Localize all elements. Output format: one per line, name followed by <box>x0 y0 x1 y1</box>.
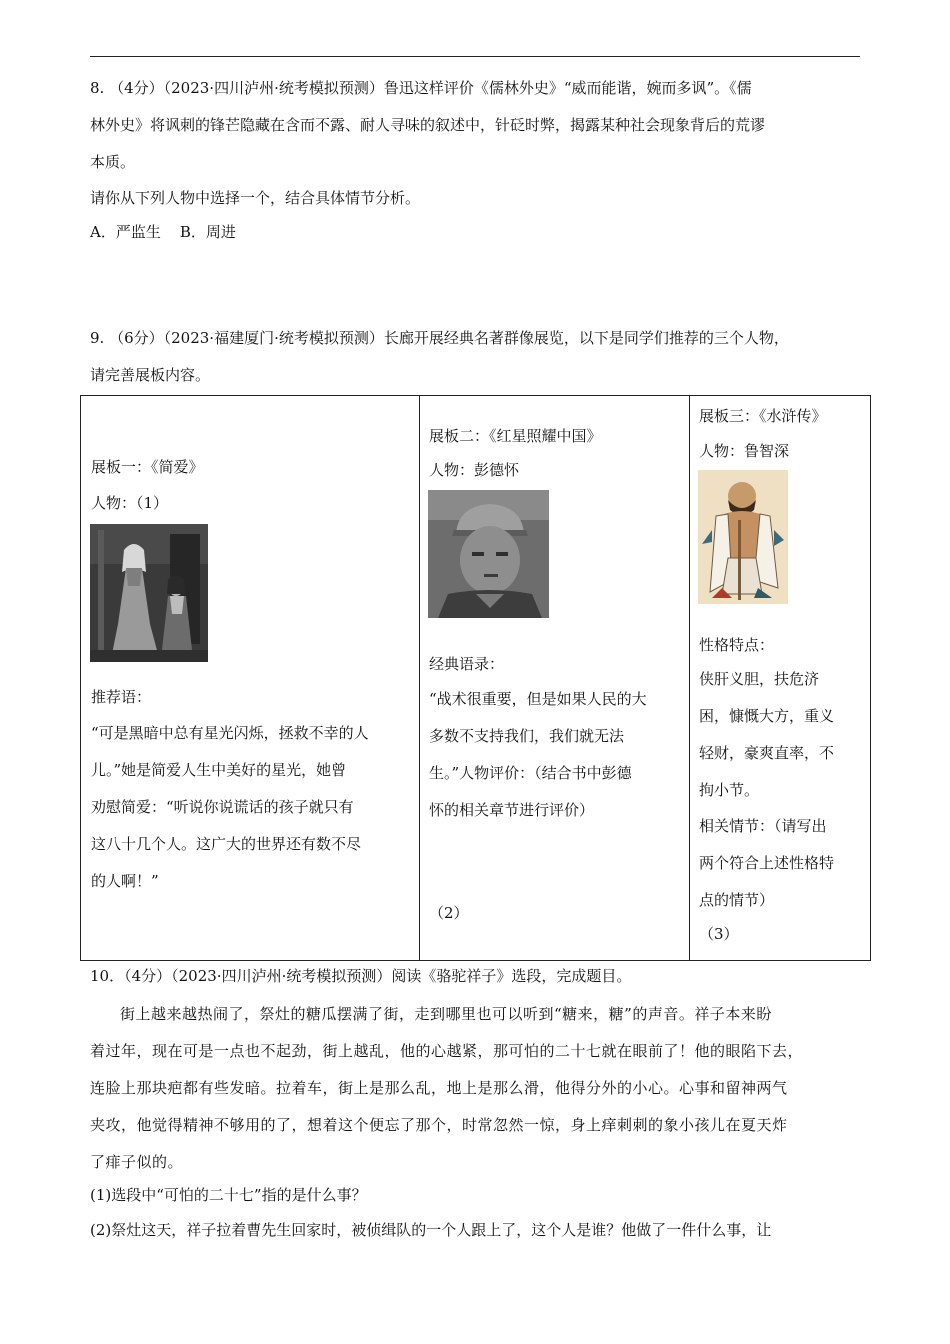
board-1-person: 人物：（1） <box>91 494 169 512</box>
q9-line-2: 请完善展板内容。 <box>90 366 211 384</box>
board-3-person: 人物：鲁智深 <box>699 442 790 460</box>
board-1-title: 展板一：《简爱》 <box>91 458 204 476</box>
exhibition-boards-table <box>80 395 871 961</box>
q9-line-1: 9. （6分）（2023·福建厦门·统考模拟预测）长廊开展经典名著群像展览，以下是同学们推荐的三个人物， <box>90 329 789 347</box>
board-1-recommend-line: 的人啊！” <box>91 872 159 890</box>
board-3-trait-label: 性格特点： <box>699 636 775 654</box>
board-3 <box>690 396 871 961</box>
q8-line-3: 本质。 <box>90 153 136 171</box>
board-2-title: 展板二：《红星照耀中国》 <box>429 427 602 445</box>
q10-passage-line: 夹攻，他觉得精神不够用的了，想着这个便忘了那个，时常忽然一惊，身上痒刺刺的象小孩儿在夏天炸 <box>90 1116 788 1134</box>
board-2-quote-line: 多数不支持我们，我们就无法 <box>429 727 625 745</box>
q10-passage-line: 连脸上那块疤都有些发暗。拉着车，街上是那么乱，地上是那么滑，他得分外的小心。心事和留神两气 <box>90 1079 788 1097</box>
board-1-recommend-line: 这八十几个人。这广大的世界还有数不尽 <box>91 835 362 853</box>
board-1-recommend-line: 劝慰简爱：“听说你说谎话的孩子就只有 <box>91 798 354 816</box>
board-2-quote-label: 经典语录： <box>429 655 505 673</box>
board-3-plot-line: 点的情节） <box>699 891 775 909</box>
board-3-plot-line: 两个符合上述性格特 <box>699 854 835 872</box>
lu-zhishen-illustration <box>698 470 788 604</box>
q10-subquestion-2: (2)祭灶这天，祥子拉着曹先生回家时，被侦缉队的一个人跟上了，这个人是谁？他做了一件什么事，让 <box>90 1221 772 1239</box>
board-2-person: 人物：彭德怀 <box>429 461 520 479</box>
board-3-trait-line: 困，慷慨大方，重义 <box>699 707 835 725</box>
board-3-title: 展板三：《水浒传》 <box>699 407 827 425</box>
q10-subquestion-1: (1)选段中“可怕的二十七”指的是什么事？ <box>90 1186 367 1204</box>
board-3-trait-line: 侠肝义胆，扶危济 <box>699 670 820 688</box>
board-3-plot-line: 相关情节：（请写出 <box>699 817 827 835</box>
board-2-quote-line: “战术很重要，但是如果人民的大 <box>429 690 647 708</box>
q10-passage-line: 了痱子似的。 <box>90 1153 184 1171</box>
board-1-recommend-label: 推荐语： <box>91 688 152 706</box>
header-rule <box>90 56 860 57</box>
q8-line-1: 8. （4分）（2023·四川泸州·统考模拟预测）鲁迅这样评价《儒林外史》“威而能谐，婉而多讽”。《儒 <box>90 79 752 97</box>
board-1-recommend-line: 儿。”她是简爱人生中美好的星光，她曾 <box>91 761 347 779</box>
q10-passage-line: 着过年，现在可是一点也不起劲，街上越乱，他的心越紧，那可怕的二十七就在眼前了！他的眼陷下去， <box>90 1042 804 1060</box>
board-3-trait-line: 轻财，豪爽直率，不 <box>699 744 835 762</box>
board-1-recommend-line: “可是黑暗中总有星光闪烁，拯救不幸的人 <box>91 724 369 742</box>
board-1 <box>81 396 420 961</box>
q8-line-2: 林外史》将讽刺的锋芒隐藏在含而不露、耐人寻味的叙述中，针砭时弊，揭露某种社会现象背后的荒谬 <box>90 116 766 134</box>
q8-instruction: 请你从下列人物中选择一个，结合具体情节分析。 <box>90 189 421 207</box>
board-2-quote-line: 怀的相关章节进行评价） <box>429 801 595 819</box>
board-3-answer-blank[interactable]: （3） <box>699 925 739 943</box>
peng-dehuai-photo <box>428 490 549 618</box>
board-2 <box>420 396 690 961</box>
q10-passage-line: 街上越来越热闹了，祭灶的糖瓜摆满了街，走到哪里也可以听到“糖来，糖”的声音。祥子本来盼 <box>120 1005 772 1023</box>
q8-options: A．严监生 B．周进 <box>90 223 236 241</box>
board-3-trait-line: 拘小节。 <box>699 781 760 799</box>
board-2-answer-blank[interactable]: （2） <box>429 904 469 922</box>
jane-eyre-photo <box>90 524 208 662</box>
board-2-quote-line: 生。”人物评价：（结合书中彭德 <box>429 764 632 782</box>
q10-header: 10．（4分）（2023·四川泸州·统考模拟预测）阅读《骆驼祥子》选段，完成题目。 <box>90 967 632 985</box>
